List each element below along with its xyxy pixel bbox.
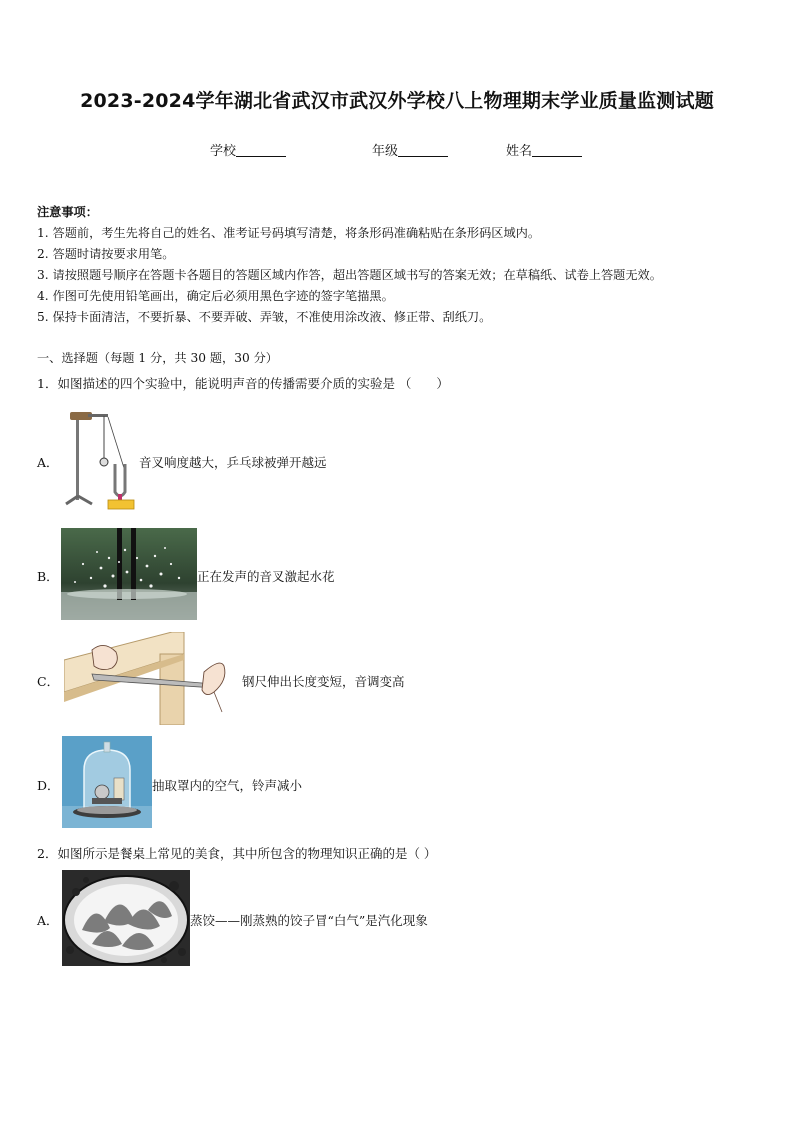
q1-option-d-letter[interactable]: D． bbox=[37, 778, 60, 793]
q2-option-a-letter[interactable]: A． bbox=[37, 913, 59, 928]
q1-option-a-letter[interactable]: A． bbox=[37, 455, 59, 470]
question-1-stem: 1．如图描述的四个实验中，能说明声音的传播需要介质的实验是 （ ） bbox=[37, 376, 449, 391]
school-blank[interactable] bbox=[236, 144, 286, 157]
note-item: 3. 请按照题号顺序在答题卡各题目的答题区域内作答，超出答题区域书写的答案无效；在草稿纸、试卷上答题无效。 bbox=[37, 268, 662, 282]
grade-label: 年级 bbox=[372, 144, 399, 159]
note-item: 4. 作图可先使用铅笔画出，确定后必须用黑色字迹的签字笔描黑。 bbox=[37, 289, 394, 303]
note-item: 5. 保持卡面清洁，不要折暴、不要弄破、弄皱，不准使用涂改液、修正带、刮纸刀。 bbox=[37, 310, 492, 324]
name-blank[interactable] bbox=[532, 144, 582, 157]
q1-option-d-text: 抽取罩内的空气，铃声减小 bbox=[152, 778, 303, 793]
q1-option-b-letter[interactable]: B． bbox=[37, 569, 59, 584]
steel-ruler-on-table-figure bbox=[64, 632, 239, 725]
question-2-stem: 2．如图所示是餐桌上常见的美食，其中所包含的物理知识正确的是（ ） bbox=[37, 846, 437, 861]
name-label: 姓名 bbox=[506, 144, 533, 159]
note-item: 2. 答题时请按要求用笔。 bbox=[37, 247, 175, 261]
steamed-dumplings-figure bbox=[62, 870, 190, 966]
grade-blank[interactable] bbox=[398, 144, 448, 157]
school-field[interactable] bbox=[210, 140, 286, 159]
notes-title: 注意事项： bbox=[37, 205, 98, 219]
note-item: 1. 答题前，考生先将自己的姓名、准考证号码填写清楚，将条形码准确粘贴在条形码区域内。 bbox=[37, 226, 541, 240]
q2-option-a-text: 蒸饺——刚蒸熟的饺子冒“白气”是汽化现象 bbox=[190, 913, 428, 928]
q1-option-a-text: 音叉响度越大，乒乓球被弹开越远 bbox=[139, 455, 327, 470]
tuning-fork-water-splash-figure bbox=[61, 528, 197, 620]
q1-option-c-text: 钢尺伸出长度变短，音调变高 bbox=[242, 674, 405, 689]
section-title: 一、选择题（每题 1 分，共 30 题，30 分） bbox=[37, 351, 278, 365]
q1-option-b-text: 正在发声的音叉激起水花 bbox=[197, 569, 335, 584]
grade-field[interactable] bbox=[372, 140, 448, 159]
bell-jar-vacuum-figure bbox=[62, 736, 152, 828]
page-title: 2023-2024学年湖北省武汉市武汉外学校八上物理期末学业质量监测试题 bbox=[80, 90, 714, 112]
q1-option-c-letter[interactable]: C． bbox=[37, 674, 60, 689]
name-field[interactable] bbox=[506, 140, 582, 159]
tuning-fork-pendulum-figure bbox=[62, 408, 140, 512]
school-label: 学校 bbox=[210, 144, 237, 159]
